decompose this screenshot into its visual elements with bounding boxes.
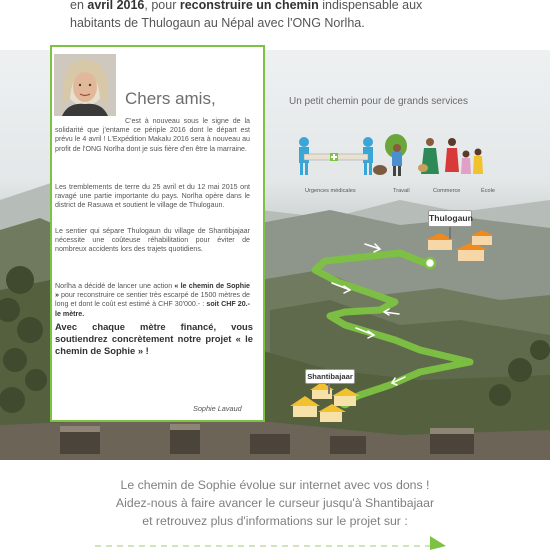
footer-line-3: et retrouvez plus d'informations sur le projet sur :: [142, 514, 408, 528]
worker-bundle-icon: [373, 134, 407, 176]
village-sign-thulogaun: Thulogaun: [428, 210, 472, 227]
header-line-2: habitants de Thulogaun au Népal avec l'ONG Norlha.: [70, 16, 365, 30]
service-label-commerce: Commerce: [433, 188, 461, 194]
letter-paragraph-1: C'est à nouveau sous le signe de la solidarité que j'entame ce périple 2016 dont le départ est prévu le 4 avril ! L'Expédition Makalu 2016 sera à nouveau au profit de l'ONG Norlha dont je suis fière d'en être la marraine.: [55, 117, 250, 153]
commerce-woman-icon: [418, 138, 439, 174]
letter-paragraph-4: Norlha a décidé de lancer une action « le chemin de Sophie » pour reconstruire ce sentier très escarpé de 1500 mètres de long et dont le coût est estimé à CHF 30'000.- : soit CHF 20.- le mètre.: [55, 282, 250, 318]
footer-line-1: Le chemin de Sophie évolue sur internet avec vos dons !: [120, 478, 430, 492]
letter-salutation: Chers amis,: [125, 89, 216, 108]
letter-paragraph-3: Le sentier qui sépare Thulogaun du village de Shantibjajaar nécessite une coûteuse réhabilitation pour éviter de nombreux accidents lors des trajets quotidiens.: [55, 227, 250, 254]
medical-stretcher-icon: [299, 137, 373, 175]
letter-call-to-action: Avec chaque mètre financé, vous soutiendrez concrètement notre projet « le chemin de Sophie » !: [55, 321, 253, 357]
header-line-1: en avril 2016, pour reconstruire un chemin indispensable aux: [70, 0, 423, 12]
village-sign-shantibajaar: Shantibajaar: [305, 369, 355, 384]
service-label-medical: Urgences médicales: [305, 188, 356, 194]
school-children-icon: [445, 138, 483, 174]
footer-arrow-line: [0, 530, 550, 550]
footer-line-2: Aidez-nous à faire avancer le curseur jusqu'à Shantibajaar: [115, 496, 435, 510]
portrait-photo: [54, 54, 116, 116]
portrait-image: [54, 54, 116, 116]
letter-paragraph-2: Les tremblements de terre du 25 avril et du 12 mai 2015 ont ravagé une partie importante du pays. Norlha opère dans le district de Rasuwa et soutient le village de Thulogaun.: [55, 183, 250, 210]
service-label-school: École: [481, 188, 495, 194]
services-title: Un petit chemin pour de grands services: [289, 96, 468, 107]
letter-signature: Sophie Lavaud: [193, 404, 242, 413]
header-text: [0, 0, 550, 50]
service-label-work: Travail: [393, 188, 410, 194]
footer: [0, 460, 550, 550]
